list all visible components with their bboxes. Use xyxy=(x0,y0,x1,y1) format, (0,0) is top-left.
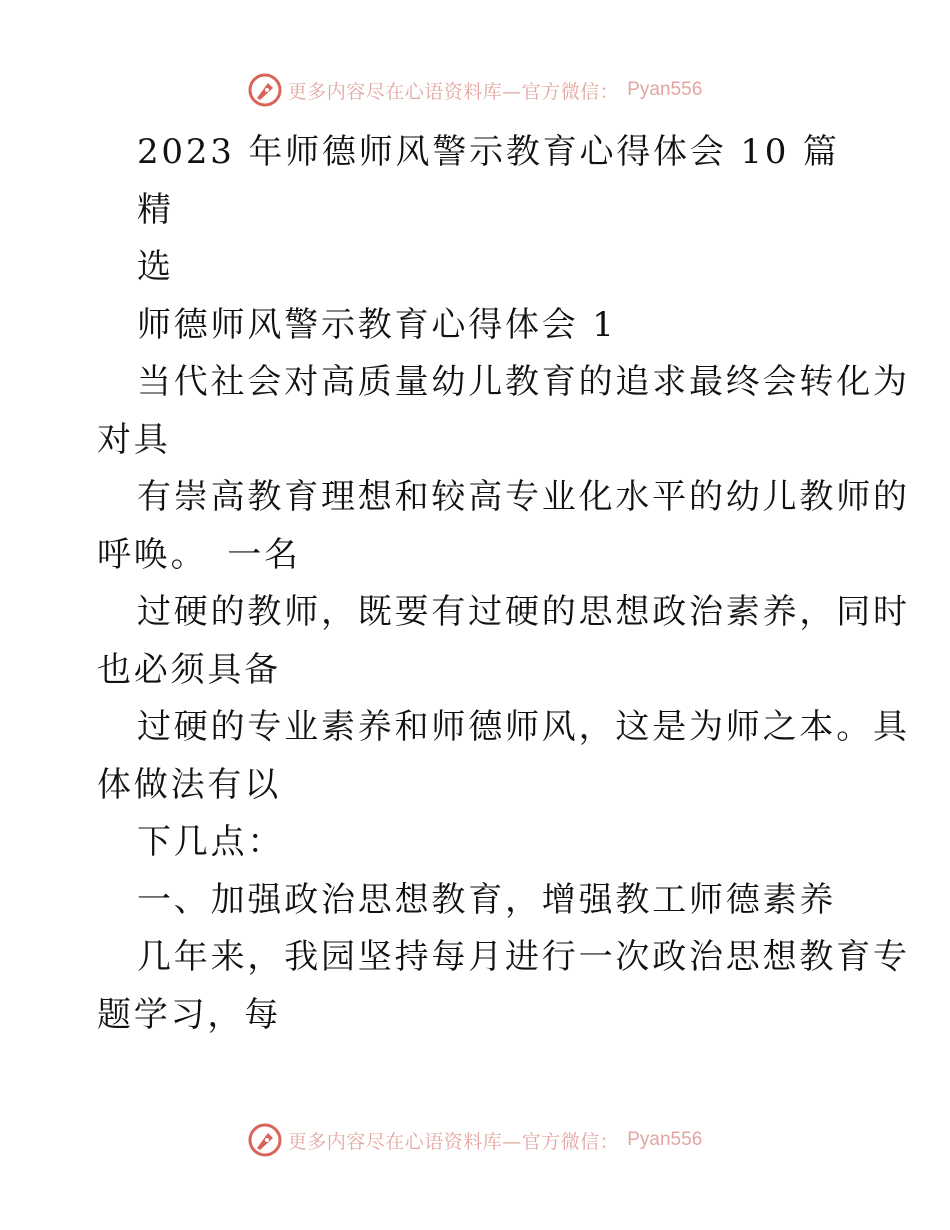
watermark-handle: Pyan556 xyxy=(627,1129,703,1150)
watermark-text: 更多内容尽在心语资料库—官方微信： xyxy=(287,1130,620,1153)
subheading-1: 一、加强政治思想教育，增强教工师德素养 xyxy=(137,879,837,920)
paragraph-line: 过硬的专业素养和师德师风，这是为师之本。具 xyxy=(137,707,910,747)
header-watermark xyxy=(0,70,950,110)
doc-title: 2023 年师德师风警示教育心得体会 10 篇 xyxy=(137,132,840,172)
footer-watermark xyxy=(0,1120,950,1160)
paragraph-line: 题学习，每 xyxy=(97,994,281,1035)
watermark-handle: Pyan556 xyxy=(627,79,703,100)
section-heading: 师德师风警示教育心得体会 1 xyxy=(137,304,617,345)
pen-nib-logo-icon xyxy=(248,73,282,107)
pen-nib-logo-icon xyxy=(248,1123,282,1157)
paragraph-line: 几年来，我园坚持每月进行一次政治思想教育专 xyxy=(137,937,910,977)
paragraph-line: 下几点： xyxy=(137,822,285,862)
paragraph-line: 也必须具备 xyxy=(97,649,281,690)
doc-title-cont-1: 精 xyxy=(137,189,174,230)
document-body xyxy=(97,124,910,1044)
paragraph-line: 呼唤。 一名 xyxy=(97,534,301,575)
paragraph-line: 当代社会对高质量幼儿教育的追求最终会转化为 xyxy=(137,362,910,402)
paragraph-line: 有崇高教育理想和较高专业化水平的幼儿教师的 xyxy=(137,477,910,517)
doc-title-cont-2: 选 xyxy=(137,247,174,287)
paragraph-line: 对具 xyxy=(97,419,171,460)
paragraph-line: 过硬的教师，既要有过硬的思想政治素养，同时 xyxy=(137,592,910,632)
watermark-text: 更多内容尽在心语资料库—官方微信： xyxy=(287,80,620,103)
paragraph-line: 体做法有以 xyxy=(97,764,281,805)
